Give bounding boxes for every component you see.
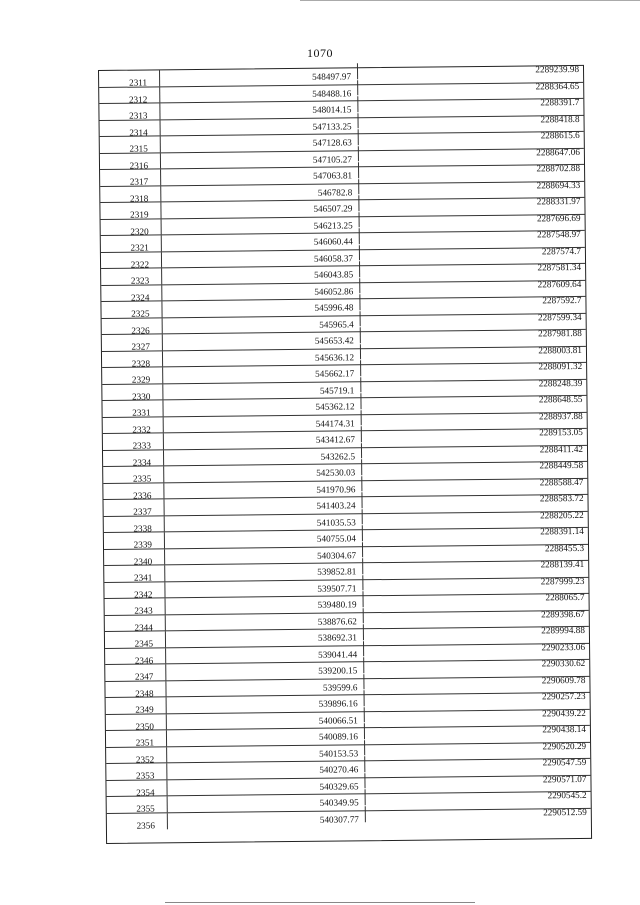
point-id-cell: 2317	[129, 176, 149, 187]
y-coordinate-cell: 2288588.47	[361, 473, 587, 491]
y-coordinate-cell: 2287999.23	[362, 572, 588, 590]
y-coordinate-cell: 2288411.42	[361, 440, 587, 458]
x-coordinate-cell: 545653.42	[162, 332, 360, 350]
point-id-cell: 2340	[133, 555, 153, 567]
page-number: 1070	[307, 46, 333, 60]
y-coordinate-cell: 2287609.64	[359, 275, 585, 293]
y-coordinate-cell: 2290547.59	[364, 754, 590, 772]
x-coordinate-cell: 546213.25	[161, 217, 359, 235]
point-id-cell: 2311	[129, 77, 148, 88]
y-coordinate-cell: 2290520.29	[364, 737, 590, 755]
x-coordinate-cell: 547128.63	[160, 134, 358, 152]
y-coordinate-cell: 2287592.7	[359, 292, 585, 310]
point-id-cell: 2333	[132, 440, 151, 451]
y-coordinate-cell: 2288418.8	[357, 110, 583, 128]
point-id-cell: 2348	[135, 687, 154, 699]
x-coordinate-cell: 540304.67	[164, 547, 362, 565]
x-coordinate-cell: 542530.03	[163, 464, 361, 482]
point-id-cell: 2329	[131, 374, 151, 385]
point-id-cell: 2352	[135, 753, 155, 765]
x-coordinate-cell: 547133.25	[160, 118, 358, 136]
x-coordinate-cell: 548497.97	[159, 68, 357, 86]
x-coordinate-cell: 547105.27	[160, 151, 358, 169]
x-coordinate-cell: 545965.4	[162, 316, 360, 334]
y-coordinate-cell: 2287574.7	[359, 242, 585, 260]
y-coordinate-cell: 2288391.7	[357, 94, 583, 112]
point-id-cell: 2315	[129, 143, 148, 154]
point-id-cell: 2314	[129, 126, 148, 138]
x-coordinate-cell: 548014.15	[159, 101, 357, 119]
y-coordinate-cell: 2288139.41	[362, 556, 588, 574]
y-coordinate-cell: 2289239.98	[357, 61, 583, 79]
x-coordinate-cell: 546052.86	[161, 283, 359, 301]
y-coordinate-cell: 2288248.39	[360, 374, 586, 392]
x-coordinate-cell: 541403.24	[163, 497, 361, 515]
point-id-cell: 2331	[132, 407, 151, 418]
x-coordinate-cell: 540755.04	[164, 530, 362, 548]
y-coordinate-cell: 2288702.88	[358, 160, 584, 178]
point-id-cell: 2344	[134, 621, 153, 633]
point-id-cell: 2330	[131, 390, 151, 402]
x-coordinate-cell: 546782.8	[160, 184, 358, 202]
x-coordinate-cell: 538692.31	[165, 629, 363, 647]
y-coordinate-cell: 2288647.06	[358, 143, 584, 161]
x-coordinate-cell: 539599.6	[165, 679, 363, 697]
x-coordinate-cell: 538876.62	[165, 613, 363, 631]
x-coordinate-cell: 540270.46	[166, 761, 364, 779]
point-id-cell: 2345	[134, 638, 154, 649]
scan-edge-top	[300, 0, 640, 1]
y-coordinate-cell: 2288694.33	[358, 176, 584, 194]
x-coordinate-cell: 544174.31	[163, 415, 361, 433]
y-coordinate-cell: 2290512.59	[365, 803, 591, 822]
point-id-cell: 2337	[133, 506, 152, 517]
point-id-cell: 2319	[130, 209, 149, 220]
y-coordinate-cell: 2289153.05	[361, 424, 587, 442]
y-coordinate-cell: 2290438.14	[364, 721, 590, 739]
y-coordinate-cell: 2290330.62	[363, 655, 589, 673]
point-id-cell: 2316	[129, 159, 149, 171]
y-coordinate-cell: 2288648.55	[360, 391, 586, 409]
x-coordinate-cell: 546507.29	[160, 200, 358, 218]
x-coordinate-cell: 540089.16	[166, 728, 364, 746]
point-id-cell: 2326	[131, 324, 150, 336]
x-coordinate-cell: 543262.5	[163, 448, 361, 466]
point-id-cell: 2356	[136, 819, 155, 831]
x-coordinate-cell: 539507.71	[164, 580, 362, 598]
x-coordinate-cell: 545662.17	[162, 365, 360, 383]
y-coordinate-cell: 2288391.14	[362, 523, 588, 541]
y-coordinate-cell: 2287696.69	[358, 209, 584, 227]
y-coordinate-cell: 2289398.67	[363, 605, 589, 623]
y-coordinate-cell: 2288615.6	[358, 127, 584, 145]
x-coordinate-cell: 540066.51	[166, 712, 364, 730]
point-id-cell: 2327	[131, 341, 150, 352]
y-coordinate-cell: 2290571.07	[364, 770, 590, 788]
y-coordinate-cell: 2287581.34	[359, 259, 585, 277]
x-coordinate-cell: 545719.1	[162, 382, 360, 400]
point-id-cell: 2343	[134, 605, 153, 616]
y-coordinate-cell: 2290439.22	[364, 704, 590, 722]
point-id-cell: 2334	[132, 456, 152, 468]
y-coordinate-cell: 2289994.88	[363, 622, 589, 640]
x-coordinate-cell: 539041.44	[165, 646, 363, 664]
point-id-cell: 2332	[132, 423, 151, 435]
point-id-cell: 2318	[129, 192, 149, 204]
x-coordinate-cell: 540153.53	[166, 745, 364, 763]
coordinates-table	[98, 65, 592, 844]
y-coordinate-cell: 2290257.23	[364, 688, 590, 706]
point-id-cell: 2321	[130, 242, 149, 253]
x-coordinate-cell: 547063.81	[160, 167, 358, 185]
point-id-cell: 2353	[135, 770, 155, 781]
x-coordinate-cell: 539896.16	[166, 695, 364, 713]
y-coordinate-cell: 2290609.78	[363, 671, 589, 689]
point-id-cell: 2324	[130, 291, 150, 303]
x-coordinate-cell: 546043.85	[161, 266, 359, 284]
point-id-cell: 2346	[134, 654, 154, 666]
point-id-cell: 2354	[136, 786, 155, 798]
scan-edge-bottom	[165, 902, 475, 903]
y-coordinate-cell: 2288583.72	[361, 490, 587, 508]
x-coordinate-cell: 546058.37	[161, 250, 359, 268]
point-id-cell: 2339	[133, 539, 153, 550]
x-coordinate-cell: 543412.67	[163, 431, 361, 449]
x-coordinate-cell: 539852.81	[164, 563, 362, 581]
y-coordinate-cell: 2290233.06	[363, 638, 589, 656]
point-id-cell: 2325	[131, 308, 150, 319]
y-coordinate-cell: 2288937.88	[361, 407, 587, 425]
x-coordinate-cell: 545636.12	[162, 349, 360, 367]
x-coordinate-cell: 540307.77	[167, 811, 365, 830]
point-id-cell: 2322	[130, 258, 150, 270]
point-id-cell: 2355	[136, 803, 155, 814]
x-coordinate-cell: 539200.15	[165, 662, 363, 680]
y-coordinate-cell: 2288003.81	[360, 341, 586, 359]
point-id-cell: 2323	[130, 275, 150, 286]
point-id-cell: 2313	[129, 110, 148, 121]
y-coordinate-cell: 2288449.58	[361, 457, 587, 475]
x-coordinate-cell: 541970.96	[163, 481, 361, 499]
x-coordinate-cell: 540349.95	[167, 794, 365, 812]
y-coordinate-cell: 2288205.22	[362, 506, 588, 524]
point-id-cell: 2328	[131, 357, 151, 369]
point-id-cell: 2312	[128, 93, 148, 105]
point-id-cell: 2351	[135, 737, 155, 748]
x-coordinate-cell: 548488.16	[159, 85, 357, 103]
y-coordinate-cell: 2288455.3	[362, 539, 588, 557]
y-coordinate-cell: 2287981.88	[360, 325, 586, 343]
y-coordinate-cell: 2287599.34	[360, 308, 586, 326]
y-coordinate-cell: 2288065.7	[362, 589, 588, 607]
point-id-cell: 2341	[133, 572, 153, 583]
point-id-cell: 2335	[132, 473, 152, 484]
x-coordinate-cell: 541035.53	[164, 514, 362, 532]
point-id-cell: 2349	[135, 704, 154, 715]
y-coordinate-cell: 2288364.65	[357, 77, 583, 95]
point-id-cell: 2350	[135, 720, 154, 732]
point-id-cell: 2347	[134, 671, 154, 682]
y-coordinate-cell: 2288331.97	[358, 193, 584, 211]
y-coordinate-cell: 2290545.2	[365, 787, 591, 805]
point-id-cell: 2336	[133, 489, 152, 501]
x-coordinate-cell: 539480.19	[165, 596, 363, 614]
x-coordinate-cell: 545996.48	[161, 299, 359, 317]
point-id-cell: 2342	[134, 588, 153, 600]
x-coordinate-cell: 540329.65	[166, 778, 364, 796]
point-id-cell: 2320	[130, 225, 149, 237]
y-coordinate-cell: 2287548.97	[359, 226, 585, 244]
x-coordinate-cell: 546060.44	[161, 233, 359, 251]
point-id-cell: 2338	[133, 522, 152, 534]
x-coordinate-cell: 545362.12	[162, 398, 360, 416]
y-coordinate-cell: 2288091.32	[360, 358, 586, 376]
